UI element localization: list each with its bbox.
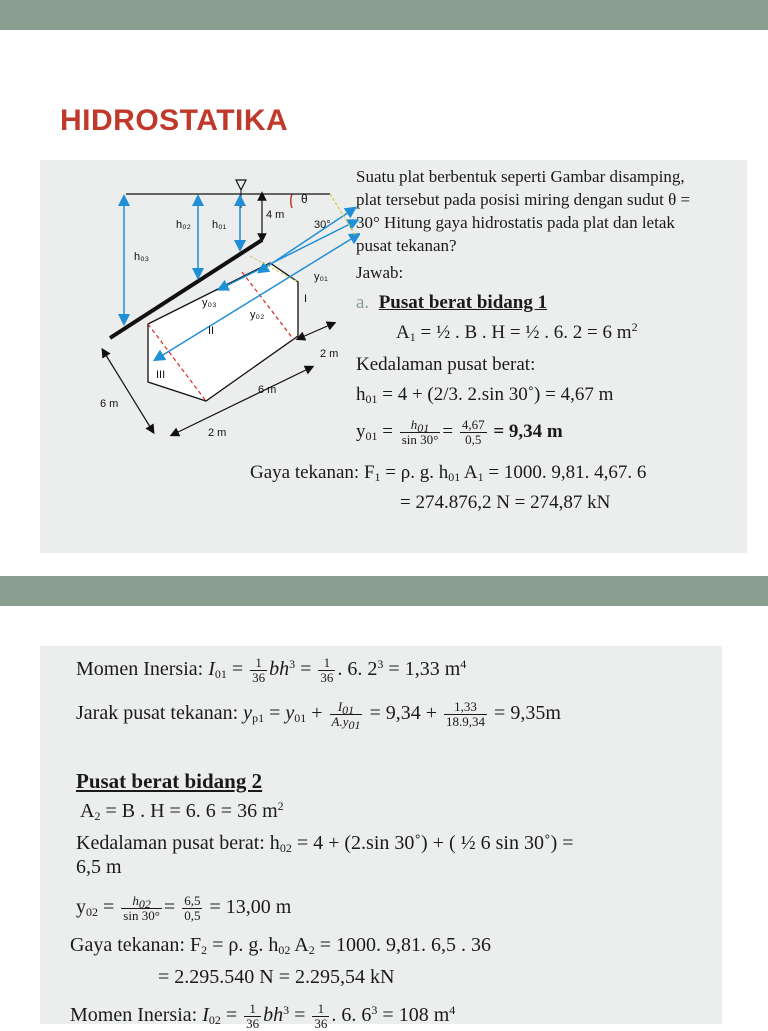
slide-title: HIDROSTATIKA: [60, 104, 289, 137]
jarak-pusat-tekanan: Jarak pusat tekanan: $y_{p1} = y_{01}$ + $\frac{I_{01}}{A.y_{01}}$ = 9,34 + $\frac{1,33}{18.9,34}$ = 9,35m: [76, 699, 561, 732]
y01-fraction-2: $\frac{4,67}{0,5}$: [461, 417, 485, 447]
gaya-tekanan-2-result: = 2.295.540 N = 2.295,54 kN: [158, 966, 395, 988]
theta-label: θ: [301, 192, 308, 206]
problem-panel: [40, 160, 747, 553]
top-accent-bar: [0, 0, 768, 30]
y01-equation: $y_{01}$ = $\frac{h_{01}}{\sin 30^\circ}$ = $\frac{4,67}{0,5}$ = 9,34 m: [356, 417, 563, 447]
angle-label: 30°: [314, 219, 331, 231]
problem-line-4: pusat tekanan?: [356, 236, 457, 255]
h01-label: h₀₁: [212, 219, 227, 231]
y03-label: y₀₃: [202, 297, 217, 309]
heading-text: Pusat berat bidang 1: [378, 292, 548, 313]
jawab-label: Jawab:: [356, 263, 404, 282]
momen-inersia-1: Momen Inersia: $I_{01}$ = $\frac{1}{36}$ $bh^3$ = $\frac{1}{36}$ . 6. $2^3 = 1,33$ $m^4$: [76, 655, 467, 685]
section-divider-bar: [0, 576, 768, 606]
gaya-tekanan-2: Gaya tekanan: $F_2 = \rho$. g. $h_{02}$ $A_2 = 1000$. 9,81. 6,5 . 36: [70, 934, 491, 957]
plate-figure: [40, 160, 360, 450]
depth-label: 4 m: [266, 209, 285, 221]
h03-label: h₀₃: [134, 251, 150, 263]
dim-6m-bottom-label: 6 m: [258, 384, 277, 396]
region-ii-label: II: [208, 325, 215, 337]
h01-equation: $h_{01} = 4 + (2/3$. 2.sin 30˚) = 4,67 m: [356, 384, 614, 406]
momen-inersia-2: Momen Inersia: $I_{02}$ = $\frac{1}{36}$ $bh^3$ = $\frac{1}{36}$ . 6. $6^3 = 108$ $m^4$: [70, 1001, 456, 1031]
angle-arc: [291, 194, 292, 208]
kedalaman-2-equation: Kedalaman pusat berat: $h_{02} = 4 + (2.\sin$ 30˚) + ( ½ 6 sin 30˚) =: [76, 832, 574, 855]
dim-6m-left-arrow: [104, 352, 152, 430]
water-level-symbol: [236, 180, 246, 190]
kedalaman-label: Kedalaman pusat berat:: [356, 354, 536, 375]
y01-label: y₀₁: [314, 271, 328, 283]
dim-2m-top-arrow: [300, 324, 332, 338]
plate-outline: [148, 263, 298, 401]
problem-line-2: plat tersebut pada posisi miring dengan sudut θ =: [356, 190, 691, 209]
y02-label: y₀₂: [250, 309, 265, 321]
section-1-heading: [356, 292, 547, 314]
guide-yellow: [330, 194, 356, 236]
dim-6m-left-label: 6 m: [100, 398, 119, 410]
problem-line-3: 30° Hitung gaya hidrostatis pada plat dan letak: [356, 213, 675, 232]
problem-line-1: Suatu plat berbentuk seperti Gambar disamping,: [356, 167, 685, 186]
region-iii-label: III: [156, 369, 166, 381]
gaya-tekanan-1: Gaya tekanan: $F_1 = \rho$. g. $h_{01}$ $A_1 = 1000$. 9,81. 4,67. 6: [250, 462, 647, 484]
kedalaman-2-result: 6,5 m: [76, 856, 122, 878]
section-2-heading: Pusat berat bidang 2: [76, 769, 263, 793]
dim-2m-top-label: 2 m: [320, 348, 339, 360]
y01-fraction-1: $\frac{h_{01}}{\sin 30^\circ}$: [401, 417, 439, 447]
region-i-label: I: [304, 293, 308, 305]
solution-panel: [40, 646, 722, 1031]
area-1-equation: $A_1$ = ½ . B . H = ½ . 6. 2 = 6 $m^2$: [396, 320, 638, 344]
gaya-tekanan-1-result: = 274.876,2 N = 274,87 kN: [400, 492, 611, 513]
area-2-equation: $A_2 = B$ . H = 6. 6 = 36 $m^2$: [80, 799, 284, 823]
h02-label: h₀₂: [176, 219, 191, 231]
y02-equation: $y_{02}$ = $\frac{h_{02}}{\sin 30^\circ}$ = $\frac{6,5}{0,5}$ = 13,00 m: [76, 893, 292, 923]
dim-2m-bottom-label: 2 m: [208, 427, 227, 439]
list-marker: a.: [356, 292, 370, 313]
